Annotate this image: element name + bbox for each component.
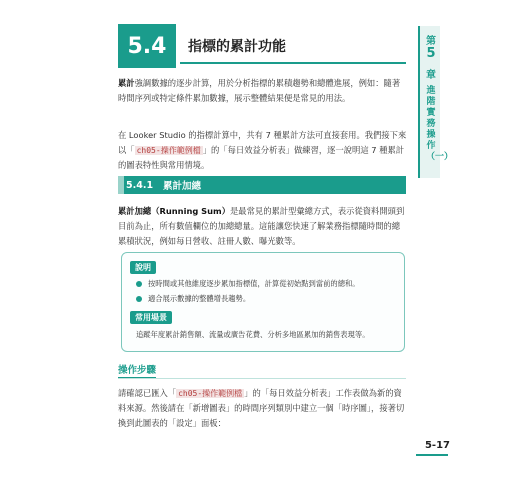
term-running-sum: 累計加總（Running Sum） — [118, 206, 230, 216]
usage-text: 追蹤年度累計銷售額、流量或廣告花費、分析多地區累加的銷售表現等。 — [136, 330, 370, 339]
intro-paragraph — [118, 76, 408, 106]
filename-code: ch05-操作範例檔 — [136, 146, 201, 155]
chapter-label-bottom: 章 — [426, 70, 436, 81]
methods-text-b: 」的「每日效益分析表」做練習，逐一說明這 7 種累計的圖表特性與常用情境。 — [118, 145, 405, 170]
operation-paragraph — [118, 386, 408, 431]
operation-divider — [118, 378, 406, 379]
chapter-number: 5 — [426, 46, 436, 61]
subsection-number: 5.4.1 — [126, 179, 154, 191]
bullet-text: 適合展示數據的整體增長趨勢。 — [148, 294, 251, 303]
subsection-title: 累計加總 — [163, 181, 202, 192]
chapter-title: 進階實務操作（一） — [426, 86, 454, 162]
bullet-item — [136, 279, 360, 289]
page-number: 5-17 — [424, 440, 450, 451]
running-sum-text: 是最常見的累計型彙總方式，表示從資料開頭到目前為止，所有數值欄位的加總總量。這能讓您快速了解業務指標隨時間的總累積狀況，例如每日營收、註冊人數、曝光數等。 — [118, 206, 405, 246]
info-box — [121, 252, 405, 352]
tag-explain: 說明 — [130, 261, 156, 274]
page-number-underline — [416, 454, 448, 456]
subsection-header — [118, 176, 406, 194]
bullet-dot-icon — [136, 296, 142, 302]
intro-text: 強調數據的逐步計算，用於分析指標的累積趨勢和總體進展，例如：隨著時間序列或特定條件累加數據，展示整體結果便是常見的用法。 — [118, 78, 401, 103]
methods-text-a: 在 Looker Studio 的指標計算中，共有 7 種累計方法可直接套用。我們接下來以「 — [118, 130, 407, 155]
running-sum-paragraph — [118, 204, 408, 249]
filename-code: ch05-操作範例檔 — [178, 389, 243, 398]
section-title: 指標的累計功能 — [180, 30, 406, 64]
section-header — [118, 24, 406, 68]
bullet-dot-icon — [136, 281, 142, 287]
term-cumulative: 累計 — [118, 78, 135, 88]
operation-title: 操作步驟 — [118, 362, 156, 378]
methods-paragraph — [118, 128, 408, 173]
operation-text-a: 請確認已匯入「 — [118, 388, 177, 398]
chapter-tab — [418, 26, 454, 178]
section-number: 5.4 — [118, 24, 176, 68]
operation-text-b: 」的「每日效益分析表」工作表做為新的資料來源。然後請在「新增圖表」的時間序列類別中建立一個「時序圖」，接著切換到此圖表的「設定」面板： — [118, 388, 405, 428]
bullet-item — [136, 294, 250, 304]
tag-usage: 常用場景 — [130, 311, 172, 324]
subsection-marker — [118, 176, 124, 194]
bullet-text: 按時間或其他維度逐步累加指標值，計算從初始點到當前的總和。 — [148, 279, 360, 288]
chapter-label-top: 第 — [426, 36, 436, 47]
